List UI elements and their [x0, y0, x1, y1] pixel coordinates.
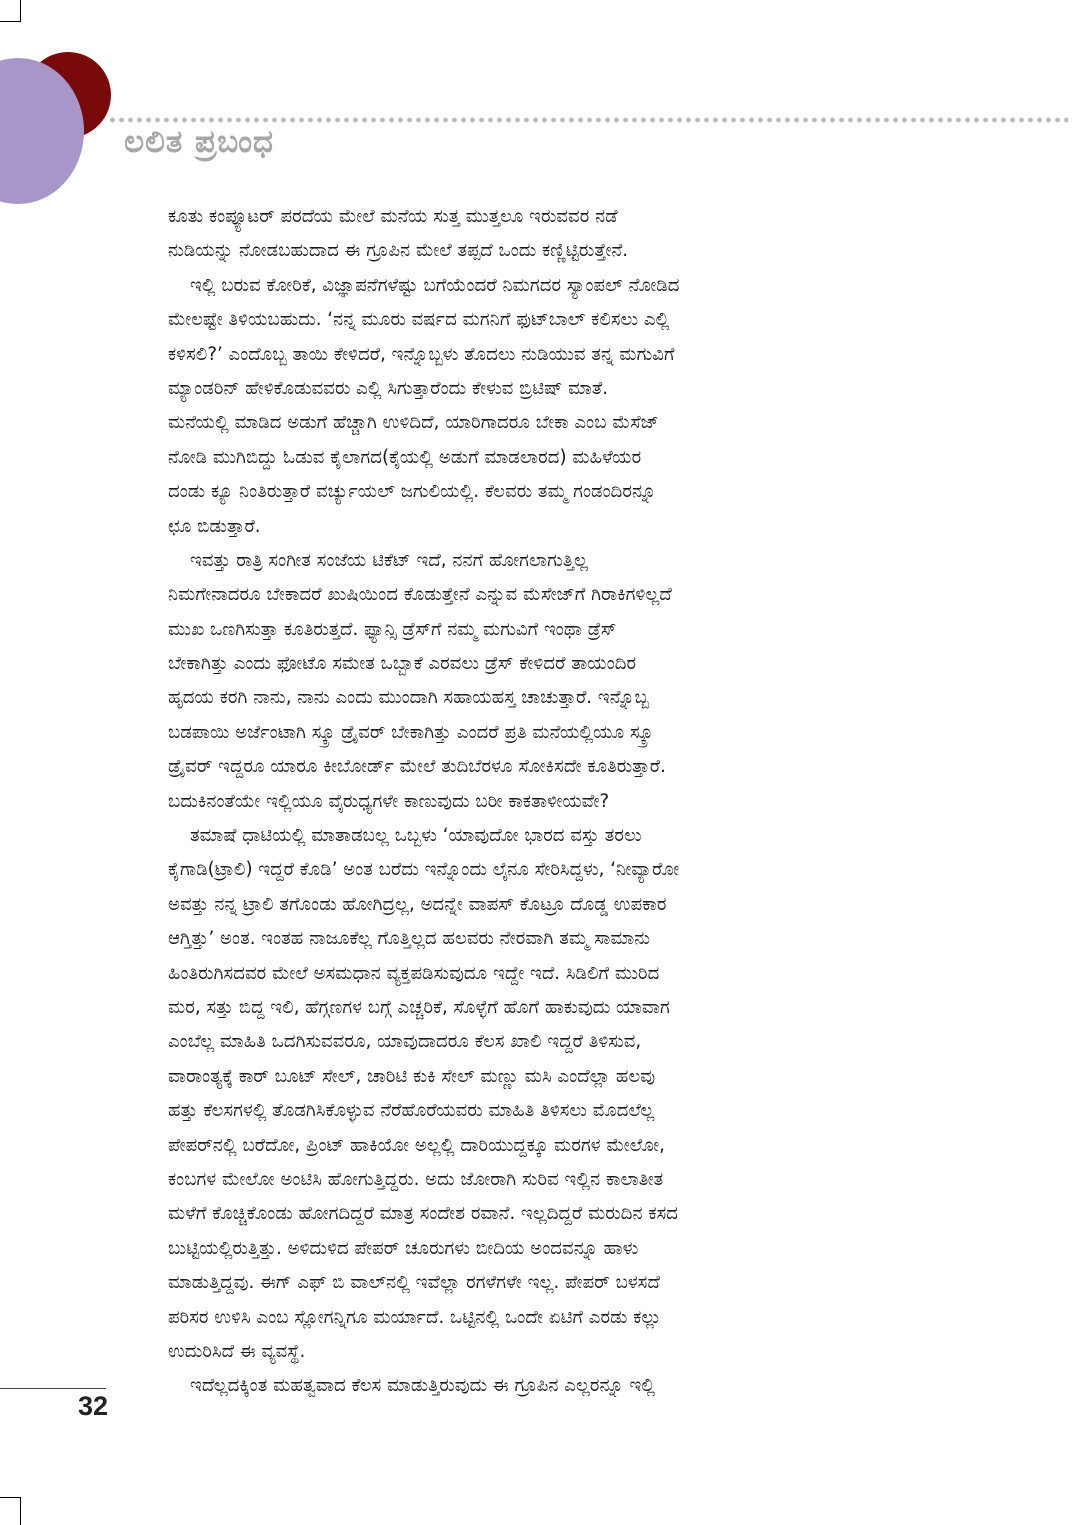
text-line: ಬುಟ್ಟಿಯಲ್ಲಿರುತ್ತಿತ್ತು. ಅಳಿದುಳಿದ ಪೇಪರ್ ಚೂರುಗಳು ಬೀದಿಯ ಅಂದವನ್ನೂ ಹಾಳು — [168, 1237, 639, 1259]
text-line: ಬದುಕಿನಂತೆಯೇ ಇಲ್ಲಿಯೂ ವೈರುಧ್ಯಗಳೇ ಕಾಣುವುದು ಬರೀ ಕಾಕತಾಳೀಯವೇ? — [168, 790, 610, 812]
text-line: ಇದೆಲ್ಲದಕ್ಕಿಂತ ಮಹತ್ವವಾದ ಕೆಲಸ ಮಾಡುತ್ತಿರುವುದು ಈ ಗ್ರೂಪಿನ ಎಲ್ಲರನ್ನೂ ಇಲ್ಲಿ — [190, 1375, 656, 1397]
text-line: ನುಡಿಯನ್ನು ನೋಡಬಹುದಾದ ಈ ಗ್ರೂಪಿನ ಮೇಲೆ ತಪ್ಪದೆ ಒಂದು ಕಣ್ಣಿಟ್ಟಿರುತ್ತೇನೆ. — [168, 240, 629, 262]
text-line: ಉದುರಿಸಿದೆ ಈ ವ್ಯವಸ್ಥೆ. — [168, 1340, 306, 1362]
text-line: ನಿಮಗೇನಾದರೂ ಬೇಕಾದರೆ ಖುಷಿಯಿಂದ ಕೊಡುತ್ತೇನೆ ಎನ್ನುವ ಮೆಸೇಜ್‌ಗೆ ಗಿರಾಕಿಗಳಿಲ್ಲದೆ — [168, 584, 672, 606]
text-line: ಮನೆಯಲ್ಲಿ ಮಾಡಿದ ಅಡುಗೆ ಹೆಚ್ಚಾಗಿ ಉಳಿದಿದೆ, ಯಾರಿಗಾದರೂ ಬೇಕಾ ಎಂಬ ಮೆಸೆಜ್ — [168, 412, 659, 434]
text-line: ಪರಿಸರ ಉಳಿಸಿ ಎಂಬ ಸ್ಲೋಗನ್ನಿಗೂ ಮರ್ಯಾದೆ. ಒಟ್ಟಿನಲ್ಲಿ ಒಂದೇ ಏಟಿಗೆ ಎರಡು ಕಲ್ಲು — [168, 1306, 662, 1328]
text-line: ಕಳಿಸಲಿ?’ ಎಂದೊಬ್ಬ ತಾಯಿ ಕೇಳಿದರೆ, ಇನ್ನೊಬ್ಬಳು ತೊದಲು ನುಡಿಯುವ ತನ್ನ ಮಗುವಿಗೆ — [168, 343, 675, 365]
text-line: ಎಂಬೆಲ್ಲ ಮಾಹಿತಿ ಒದಗಿಸುವವರೂ, ಯಾವುದಾದರೂ ಕೆಲಸ ಖಾಲಿ ಇದ್ದರೆ ತಿಳಿಸುವ, — [168, 1031, 642, 1053]
text-line: ಕೈಗಾಡಿ(ಟ್ರಾಲಿ) ಇದ್ದರೆ ಕೊಡಿ’ ಅಂತ ಬರೆದು ಇನ್ನೊಂದು ಲೈನೂ ಸೇರಿಸಿದ್ದಳು, ‘ನೀವ್ಯಾರೋ — [168, 859, 680, 881]
section-title: ಲಲಿತ ಪ್ರಬಂಧ — [124, 124, 275, 160]
article-body — [168, 200, 910, 1404]
crop-mark-bottom-left — [20, 1497, 21, 1525]
text-line: ಹಿಂತಿರುಗಿಸದವರ ಮೇಲೆ ಅಸಮಧಾನ ವ್ಯಕ್ತಪಡಿಸುವುದೂ ಇದ್ದೇ ಇದೆ. ಸಿಡಿಲಿಗೆ ಮುರಿದ — [168, 962, 660, 984]
text-line: ಛೂ ಬಿಡುತ್ತಾರೆ. — [168, 515, 261, 537]
text-line: ಪೇಪರ್‌ನಲ್ಲಿ ಬರೆದೋ, ಪ್ರಿಂಟ್ ಹಾಕಿಯೋ ಅಲ್ಲಲ್ಲಿ ದಾರಿಯುದ್ದಕ್ಕೂ ಮರಗಳ ಮೇಲೋ, — [168, 1134, 665, 1156]
text-line: ಹೃದಯ ಕರಗಿ ನಾನು, ನಾನು ಎಂದು ಮುಂದಾಗಿ ಸಹಾಯಹಸ್ತ ಚಾಚುತ್ತಾರೆ. ಇನ್ನೊಬ್ಬ — [168, 687, 649, 709]
page-number: 32 — [78, 1391, 109, 1421]
text-line: ಮಾಡುತ್ತಿದ್ದವು. ಈಗ್ ಎಫ್ ಬಿ ವಾಲ್‌ನಲ್ಲಿ ಇವೆಲ್ಲಾ ರಗಳೆಗಳೇ ಇಲ್ಲ. ಪೇಪರ್ ಬಳಸದೆ — [168, 1272, 660, 1294]
text-line: ಆಗ್ತಿತ್ತು’ ಅಂತ. ಇಂತಹ ನಾಜೂಕೆಲ್ಲ ಗೊತ್ತಿಲ್ಲದ ಹಲವರು ನೇರವಾಗಿ ತಮ್ಮ ಸಾಮಾನು — [168, 928, 651, 950]
crop-mark-bottom-left-horizontal — [0, 1497, 21, 1498]
text-line: ಮ್ಯಾಂಡರಿನ್ ಹೇಳಿಕೊಡುವವರು ಎಲ್ಲಿ ಸಿಗುತ್ತಾರೆಂದು ಕೇಳುವ ಬ್ರಿಟಿಷ್ ಮಾತೆ. — [168, 377, 609, 399]
text-line: ಮಳೆಗೆ ಕೊಚ್ಚಿಕೊಂಡು ಹೋಗದಿದ್ದರೆ ಮಾತ್ರ ಸಂದೇಶ ರವಾನೆ. ಇಲ್ಲದಿದ್ದರೆ ಮರುದಿನ ಕಸದ — [168, 1203, 678, 1225]
text-line: ಕಂಬಗಳ ಮೇಲೋ ಅಂಟಿಸಿ ಹೋಗುತ್ತಿದ್ದರು. ಅದು ಜೋರಾಗಿ ಸುರಿವ ಇಲ್ಲಿನ ಕಾಲಾತೀತ — [168, 1168, 664, 1190]
text-line: ಹತ್ತು ಕೆಲಸಗಳಲ್ಲಿ ತೊಡಗಿಸಿಕೊಳ್ಳುವ ನೆರೆಹೊರೆಯವರು ಮಾಹಿತಿ ತಿಳಿಸಲು ಮೊದಲೆಲ್ಲ — [168, 1100, 655, 1122]
text-line: ತಮಾಷೆ ಧಾಟಿಯಲ್ಲಿ ಮಾತಾಡಬಲ್ಲ ಒಬ್ಬಳು ‘ಯಾವುದೋ ಭಾರದ ವಸ್ತು ತರಲು — [190, 825, 642, 847]
text-line: ಅವತ್ತು ನನ್ನ ಟ್ರಾಲಿ ತಗೊಂಡು ಹೋಗಿದ್ರಲ್ಲ, ಅದನ್ನೇ ವಾಪಸ್ ಕೊಟ್ರೂ ದೊಡ್ಡ ಉಪಕಾರ — [168, 893, 667, 915]
crop-mark-top-left-horizontal — [0, 21, 21, 22]
text-line: ಇವತ್ತು ರಾತ್ರಿ ಸಂಗೀತ ಸಂಜೆಯ ಟಿಕೆಟ್ ಇದೆ, ನನಗೆ ಹೋಗಲಾಗುತ್ತಿಲ್ಲ — [190, 549, 588, 571]
crop-mark-top-left — [20, 0, 21, 22]
text-line: ಮರ, ಸತ್ತು ಬಿದ್ದ ಇಲಿ, ಹೆಗ್ಗಣಗಳ ಬಗ್ಗೆ ಎಚ್ಚರಿಕೆ, ಸೊಳ್ಳೆಗೆ ಹೊಗೆ ಹಾಕುವುದು ಯಾವಾಗ — [168, 996, 670, 1018]
text-line: ಇಲ್ಲಿ ಬರುವ ಕೋರಿಕೆ, ವಿಜ್ಞಾಪನೆಗಳೆಷ್ಟು ಬಗೆಯೆಂದರೆ ನಿಮಗದರ ಸ್ಯಾಂಪಲ್ ನೋಡಿದ — [190, 274, 680, 296]
text-line: ಮೇಲಷ್ಟೇ ತಿಳಿಯಬಹುದು. ‘ನನ್ನ ಮೂರು ವರ್ಷದ ಮಗನಿಗೆ ಫುಟ್‌ಬಾಲ್ ಕಲಿಸಲು ಎಲ್ಲಿ — [168, 309, 670, 331]
text-line: ಬೇಕಾಗಿತ್ತು ಎಂದು ಫೋಟೊ ಸಮೇತ ಒಬ್ಬಾಕೆ ಎರವಲು ಡ್ರೆಸ್ ಕೇಳಿದರೆ ತಾಯಂದಿರ — [168, 653, 637, 675]
text-line: ಬಡಪಾಯಿ ಅರ್ಜೆಂಟಾಗಿ ಸ್ಕ್ರೂ ಡ್ರೈವರ್ ಬೇಕಾಗಿತ್ತು ಎಂದರೆ ಪ್ರತಿ ಮನೆಯಲ್ಲಿಯೂ ಸ್ಕ್ರೂ — [168, 721, 654, 743]
text-line: ನೋಡಿ ಮುಗಿಬಿದ್ದು ಓಡುವ ಕೈಲಾಗದ(ಕೈಯಲ್ಲಿ ಅಡುಗೆ ಮಾಡಲಾರದ) ಮಹಿಳೆಯರ — [168, 446, 642, 468]
dotted-header-rule — [108, 116, 1068, 124]
text-line: ವಾರಾಂತ್ಯಕ್ಕೆ ಕಾರ್ ಬೂಟ್ ಸೇಲ್, ಚಾರಿಟಿ ಕುಕಿ ಸೇಲ್ ಮಣ್ಣು ಮಸಿ ಎಂದೆಲ್ಲಾ ಹಲವು — [168, 1065, 656, 1087]
text-line: ಕೂತು ಕಂಪ್ಯೂಟರ್ ಪರದೆಯ ಮೇಲೆ ಮನೆಯ ಸುತ್ತ ಮುತ್ತಲೂ ಇರುವವರ ನಡೆ — [168, 206, 618, 227]
text-line: ಡ್ರೈವರ್ ಇದ್ದರೂ ಯಾರೂ ಕೀಬೋರ್ಡ್ ಮೇಲೆ ತುದಿಬೆರಳೂ ಸೋಕಿಸದೇ ಕೂತಿರುತ್ತಾರೆ. — [168, 756, 666, 778]
text-line: ದಂಡು ಕ್ಯೂ ನಿಂತಿರುತ್ತಾರೆ ವರ್ಚ್ಯುಯಲ್ ಜಗುಲಿಯಲ್ಲಿ. ಕೆಲವರು ತಮ್ಮ ಗಂಡಂದಿರನ್ನೂ — [168, 481, 657, 503]
footer-rule — [0, 1388, 106, 1389]
text-line: ಮುಖ ಒಣಗಿಸುತ್ತಾ ಕೂತಿರುತ್ತದೆ. ಫ್ಯಾನ್ಸಿ ಡ್ರೆಸ್‌ಗೆ ನಮ್ಮ ಮಗುವಿಗೆ ಇಂಥಾ ಡ್ರೆಸ್ — [168, 618, 617, 640]
